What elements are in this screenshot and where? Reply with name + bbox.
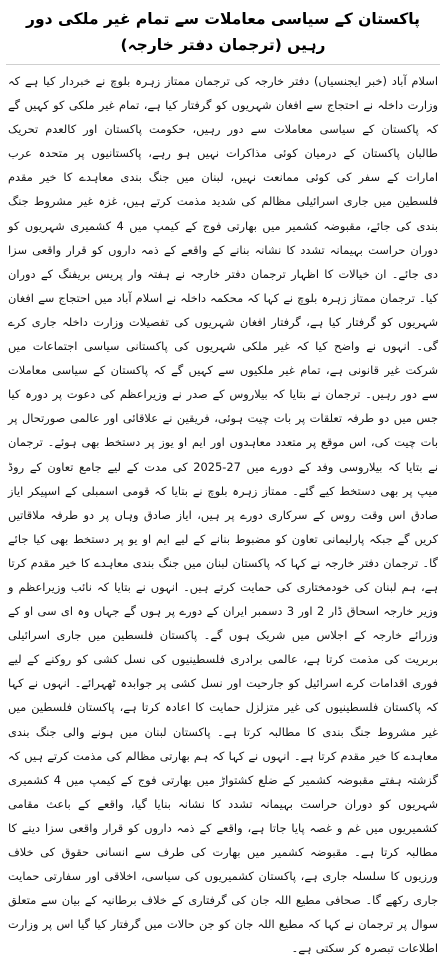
article-headline: پاکستان کے سیاسی معاملات سے تمام غیر ملکی دور رہیں (ترجمان دفتر خارجہ) xyxy=(26,10,420,54)
news-clipping xyxy=(6,6,440,956)
headline-container xyxy=(6,6,440,65)
article-body xyxy=(6,69,440,960)
article-paragraph: اسلام آباد (خبر ایجنسیاں) دفتر خارجہ کی ترجمان ممتاز زہرہ بلوچ نے خبردار کیا ہے کہ وزارت داخلہ نے احتجاج سے افغان شہریوں کو گرفتار کیا ہے، تمام غیر ملکی کو کہیں گے کہ پاکستان کے سیاسی معاملات سے دور رہیں، حکومت پاکستان اور کالعدم تحریک طالبان پاکستان کے درمیان کوئی مذاکرات نہیں ہو رہے، پاکستانیوں پر متحدہ عرب امارات کے سفر کی کوئی ممانعت نہیں، لبنان میں جنگ بندی معاہدے کا خیر مقدم فلسطین میں جاری اسرائیلی مظالم کی شدید مذمت کرتے ہیں، غزہ غیر مشروط جنگ بندی کی جائے، مقبوضہ کشمیر میں بھارتی فوج کے کیمپ میں 4 کشمیری شہریوں کو دوران حراست بہیمانہ تشدد کا نشانہ بنانے کے واقعے کے ذمہ داروں کو قرار واقعی سزا دی جائے۔ ان خیالات کا اظہار ترجمان دفتر خارجہ نے ہفتہ وار پریس بریفنگ کے دوران کیا۔ ترجمان ممتاز زہرہ بلوچ نے کہا کہ محکمہ داخلہ نے اسلام آباد میں احتجاج سے افغان شہریوں کو گرفتار کیا ہے، گرفتار افغان شہریوں کی تفصیلات وزارت داخلہ جاری کرے گی۔ انہوں نے واضح کیا کہ غیر ملکی شہریوں کی پاکستانی سیاسی اجتماعات میں شرکت غیر قانونی ہے، تمام غیر ملکیوں سے کہیں گے کہ پاکستان کے سیاسی معاملات سے دور رہیں۔ ترجمان نے بتایا کہ بیلاروس کے صدر نے وزیراعظم کی دعوت پر دورہ کیا جس میں دو طرفہ تعلقات پر بات چیت ہوئی، فریقین نے علاقائی اور عالمی صورتحال پر بات چیت کی، اس موقع پر متعدد معاہدوں اور ایم او یوز پر دستخط بھی ہوئے۔ ترجمان نے بتایا کہ بیلاروسی وفد کے دورے میں 27-2025 کی مدت کے لیے جامع تعاون کے روڈ میپ پر بھی دستخط کیے گئے۔ ممتاز زہرہ بلوچ نے بتایا کہ قومی اسمبلی کے اسپیکر ایاز صادق اس وقت روس کے سرکاری دورے پر ہیں، ایاز صادق وہاں پر دو طرفہ ملاقاتیں کریں گے جبکہ پارلیمانی تعاون کو مضبوط بنانے کے لیے ایم او یو پر دستخط بھی کیا جائے گا۔ ترجمان دفتر خارجہ نے کہا کہ پاکستان لبنان میں جنگ بندی معاہدے کا خیر مقدم کرتا ہے، ہم لبنان کی خودمختاری کی حمایت کرتے ہیں۔ انہوں نے بتایا کہ نائب وزیراعظم و وزیر خارجہ اسحاق ڈار 2 اور 3 دسمبر ایران کے دورے پر ہوں گے جہاں وہ ای سی او کے وزرائے خارجہ کے اجلاس میں شریک ہوں گے۔ پاکستان فلسطین میں جاری اسرائیلی بربریت کی مذمت کرتا ہے، عالمی برادری فلسطینیوں کی نسل کشی کو روکنے کے لیے فوری اقدامات کرے اسرائیل کو جارحیت اور نسل کشی پر جوابدہ ٹھہرائے۔ انہوں نے کہا کہ پاکستان فلسطینیوں کی غیر متزلزل حمایت کا اعادہ کرتا ہے، پاکستان فلسطین میں غیر مشروط جنگ بندی کا مطالبہ کرتا ہے۔ پاکستان لبنان میں ہونے والی جنگ بندی معاہدے کا خیر مقدم کرتا ہے۔ انہوں نے کہا کہ ہم بھارتی مظالم کی مذمت کرتے ہیں کہ گزشتہ ہفتے مقبوضہ کشمیر کے ضلع کشتواڑ میں بھارتی فوج کے کیمپ میں 4 کشمیری شہریوں کو دوران حراست بہیمانہ تشدد کا نشانہ بنایا گیا، واقعے کے باعث مقامی کشمیریوں میں غم و غصہ پایا جاتا ہے، واقعے کے ذمہ داروں کو قرار واقعی سزا دینے کا مطالبہ کرتا ہے۔ مقبوضہ کشمیر میں بھارت کی طرف سے انسانی حقوق کی خلاف ورزیوں کا سلسلہ جاری ہے، پاکستان کشمیریوں کی سیاسی، اخلاقی اور سفارتی حمایت جاری رکھے گا۔ صحافی مطیع اللہ جان کی گرفتاری کے خلاف برطانیہ کے بیان سے متعلق سوال پر ترجمان نے کہا کہ مطیع اللہ جان کو جن حالات میں گرفتار کیا گیا اس پر وزارت اطلاعات تبصرہ کر سکتی ہے۔ xyxy=(8,74,438,956)
